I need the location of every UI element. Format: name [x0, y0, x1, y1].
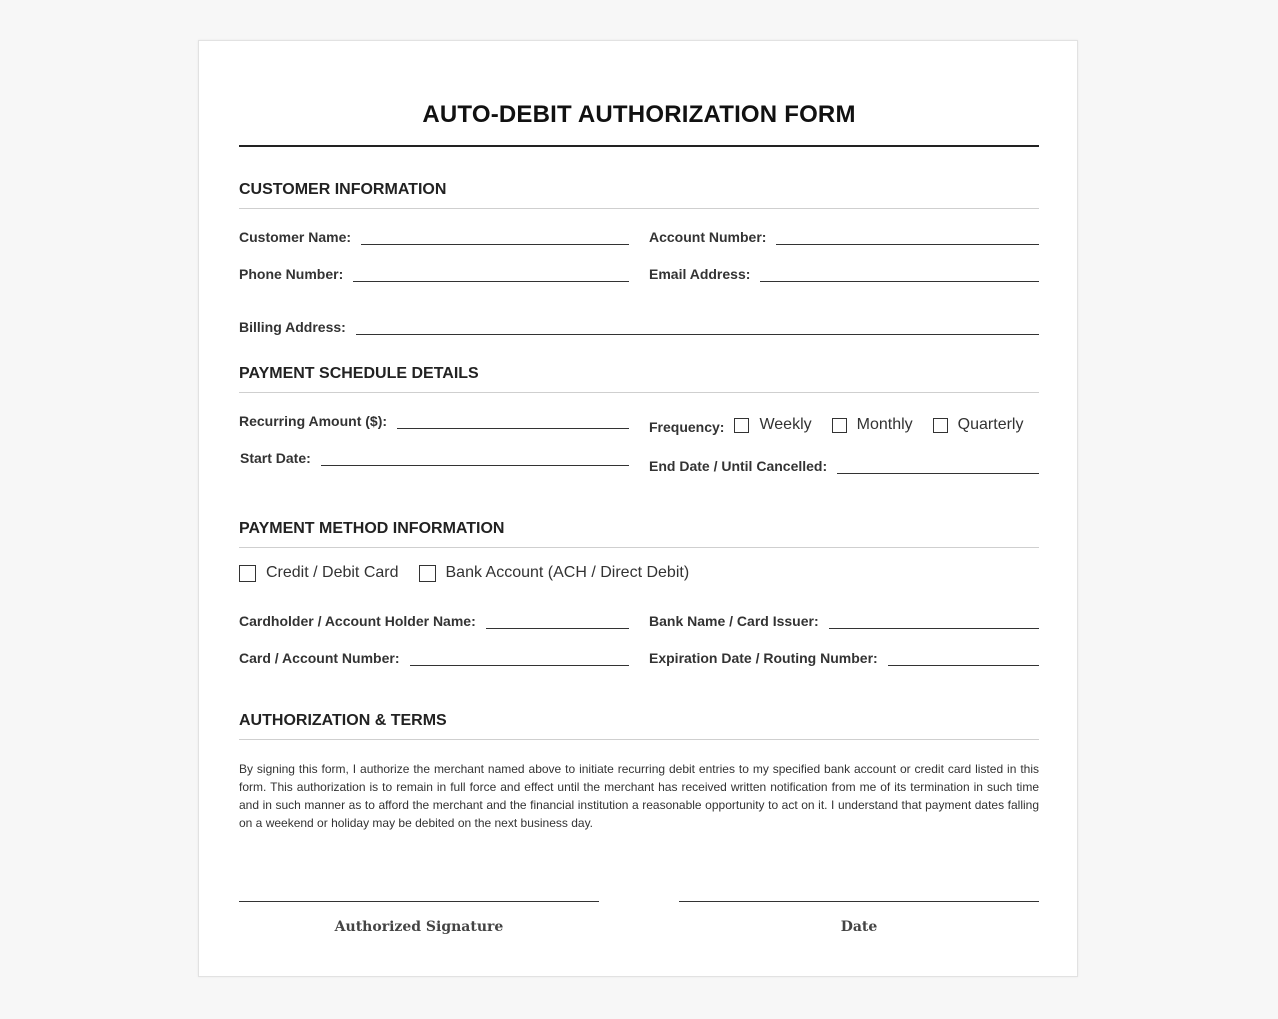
- account-number-input[interactable]: [776, 230, 1039, 245]
- card-account-number-input[interactable]: [410, 651, 630, 666]
- terms-section-heading: AUTHORIZATION & TERMS: [239, 712, 1039, 740]
- card-option-label: Credit / Debit Card: [266, 564, 399, 581]
- phone-number-input[interactable]: [353, 267, 629, 282]
- account-number-label: Account Number:: [649, 229, 767, 245]
- billing-address-field: [239, 319, 1039, 335]
- card-account-number-label: Card / Account Number:: [239, 650, 400, 666]
- bank-name-field: [649, 613, 1039, 629]
- start-date-field: [240, 450, 629, 466]
- account-number-field: [649, 229, 1039, 245]
- date-line[interactable]: [679, 901, 1039, 902]
- email-address-field: [649, 266, 1039, 282]
- account-number-method-field: [239, 650, 629, 666]
- weekly-label: Weekly: [759, 416, 812, 433]
- recurring-amount-label: Recurring Amount ($):: [239, 413, 388, 429]
- customer-name-input[interactable]: [361, 230, 629, 245]
- signature-line[interactable]: [239, 901, 599, 902]
- quarterly-checkbox[interactable]: [933, 418, 948, 433]
- email-address-label: Email Address:: [649, 266, 751, 282]
- card-checkbox[interactable]: [239, 565, 256, 582]
- phone-number-label: Phone Number:: [239, 266, 344, 282]
- signature-label: Authorized Signature: [334, 919, 504, 935]
- start-date-label: Start Date:: [240, 450, 311, 466]
- bank-name-label: Bank Name / Card Issuer:: [649, 613, 819, 629]
- start-date-input[interactable]: [321, 451, 629, 466]
- frequency-label: Frequency:: [649, 419, 725, 435]
- customer-section-heading: CUSTOMER INFORMATION: [239, 181, 1039, 209]
- frequency-option-monthly[interactable]: [832, 416, 913, 434]
- recurring-amount-field: [239, 413, 629, 429]
- end-date-label: End Date / Until Cancelled:: [649, 458, 828, 474]
- bank-name-input[interactable]: [829, 614, 1039, 629]
- end-date-field: [649, 458, 1039, 474]
- expiry-routing-label: Expiration Date / Routing Number:: [649, 650, 878, 666]
- method-section-heading: PAYMENT METHOD INFORMATION: [239, 520, 1039, 548]
- payment-method-options: [239, 564, 709, 582]
- monthly-label: Monthly: [856, 416, 913, 433]
- phone-number-field: [239, 266, 629, 282]
- schedule-section-heading: PAYMENT SCHEDULE DETAILS: [239, 365, 1039, 393]
- frequency-option-quarterly[interactable]: [933, 416, 1024, 434]
- method-option-card[interactable]: [239, 564, 399, 582]
- weekly-checkbox[interactable]: [734, 418, 749, 433]
- email-address-input[interactable]: [760, 267, 1039, 282]
- billing-address-label: Billing Address:: [239, 319, 346, 335]
- quarterly-label: Quarterly: [957, 416, 1024, 433]
- end-date-input[interactable]: [837, 459, 1039, 474]
- form-sheet: [198, 40, 1078, 977]
- date-label: Date: [840, 919, 878, 935]
- terms-text: By signing this form, I authorize the merchant named above to initiate recurring debit entries to my specified bank account or credit card listed in this form. This authorization is to remain in full force and effect until the merchant has received written notification from me of its termination in such time and in such manner as to afford the merchant and the financial institution a reasonable opportunity to act on it. I understand that payment dates falling on a weekend or holiday may be debited on the next business day.: [239, 762, 1039, 830]
- bank-option-label: Bank Account (ACH / Direct Debit): [445, 564, 690, 581]
- customer-name-field: [239, 229, 629, 245]
- holder-name-field: [239, 613, 629, 629]
- method-option-bank[interactable]: [419, 564, 690, 582]
- frequency-row: [649, 415, 1043, 435]
- expiry-routing-field: [649, 650, 1039, 666]
- title-divider: [239, 145, 1039, 147]
- customer-name-label: Customer Name:: [239, 229, 352, 245]
- expiry-routing-input[interactable]: [888, 651, 1039, 666]
- form-title: AUTO-DEBIT AUTHORIZATION FORM: [422, 101, 856, 128]
- frequency-option-weekly[interactable]: [734, 416, 811, 434]
- recurring-amount-input[interactable]: [397, 414, 629, 429]
- holder-name-input[interactable]: [486, 614, 629, 629]
- billing-address-input[interactable]: [356, 320, 1039, 335]
- holder-name-label: Cardholder / Account Holder Name:: [239, 613, 476, 629]
- monthly-checkbox[interactable]: [832, 418, 847, 433]
- bank-checkbox[interactable]: [419, 565, 436, 582]
